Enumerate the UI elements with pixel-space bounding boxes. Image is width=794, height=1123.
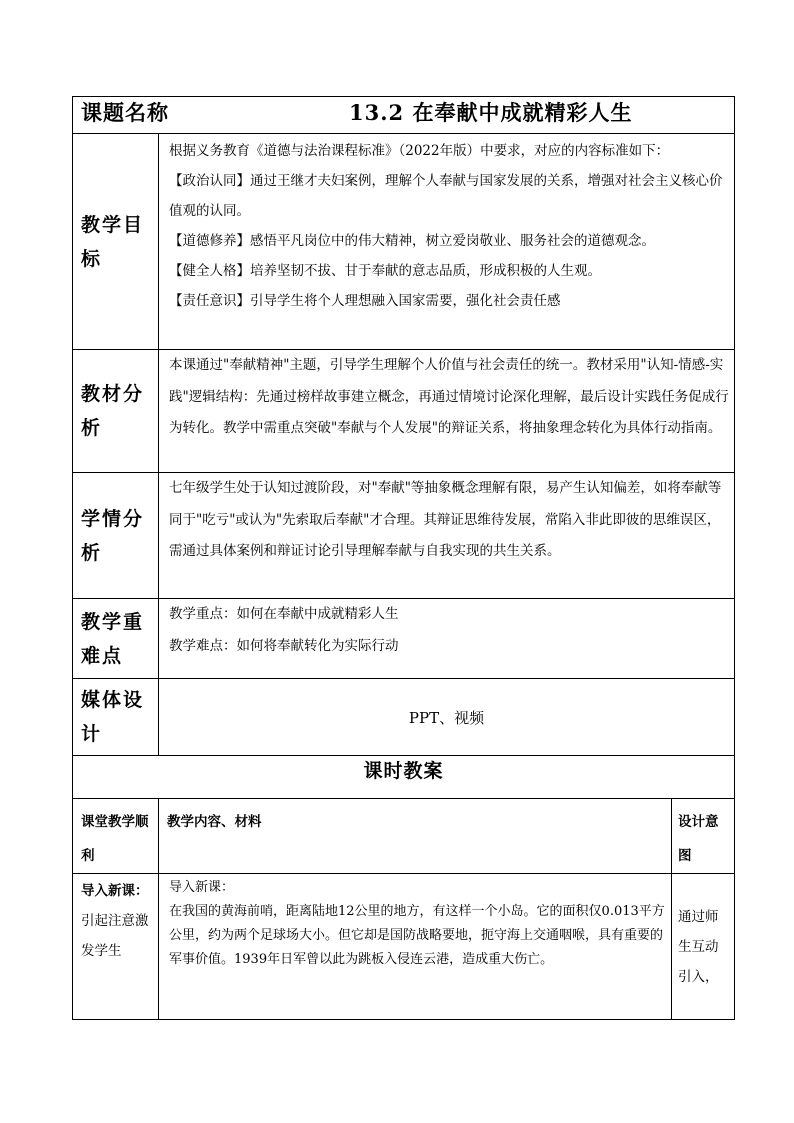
- title-row: [73, 97, 735, 134]
- intro-intent: 通过师生互动引入，: [678, 908, 719, 985]
- objectives-content: [159, 134, 734, 316]
- lesson-plan-table: [72, 96, 735, 1020]
- objectives-line-1: 【政治认同】通过王继才夫妇案例，理解个人奉献与国家发展的关系，增强对社会主义核心价值观的认同。: [169, 173, 723, 219]
- intro-content-title: 导入新课：: [169, 880, 235, 895]
- keypoints-content-cell: [159, 599, 735, 679]
- objectives-label-cell: [73, 134, 159, 350]
- title-cell: [73, 97, 735, 134]
- learners-content-cell: [159, 473, 735, 599]
- learners-label: 学情分析: [81, 507, 145, 564]
- learners-content: 七年级学生处于认知过渡阶段，对"奉献"等抽象概念理解有限，易产生认知偏差，如将奉献等同于"吃亏"或认为"先索取后奉献"才合理。其辩证思维待发展，常陷入非此即彼的思维误区，需通过具体案例和辩证讨论引导理解奉献与自我实现的共生关系。: [169, 480, 722, 559]
- material-label-cell: [73, 350, 159, 473]
- lesson-title: 13.2 在奉献中成就精彩人生: [349, 100, 633, 125]
- keypoints-label-cell: [73, 599, 159, 679]
- material-content-cell: [159, 350, 735, 473]
- title-label: 课题名称: [81, 100, 169, 125]
- keypoints-row: [73, 599, 735, 679]
- section-heading: 课时教案: [73, 756, 735, 799]
- learners-row: [73, 473, 735, 599]
- plan-header-col2-cell: [159, 799, 672, 874]
- plan-header-col1-cell: [73, 799, 159, 874]
- keypoints-label: 教学重难点: [81, 610, 145, 667]
- media-content-cell: [159, 679, 735, 756]
- intro-stage-title: 导入新课：: [81, 883, 149, 899]
- plan-header-col1: 课堂教学顺利: [81, 814, 149, 864]
- intro-intent-cell: [672, 874, 735, 1020]
- learners-label-cell: [73, 473, 159, 599]
- keypoints-focus: 教学重点：如何在奉献中成就精彩人生: [169, 606, 399, 622]
- intro-content-cell: [159, 874, 672, 1020]
- objectives-label: 教学目标: [81, 213, 145, 270]
- material-row: [73, 350, 735, 473]
- media-value: PPT、视频: [408, 708, 485, 727]
- plan-header-col3-cell: [672, 799, 735, 874]
- intro-stage: [73, 874, 158, 966]
- media-label: 媒体设计: [81, 689, 145, 745]
- objectives-line-2: 【道德修养】感悟平凡岗位中的伟大精神，树立爱岗敬业、服务社会的道德观念。: [169, 233, 655, 249]
- plan-header-col3: 设计意图: [678, 814, 719, 864]
- objectives-line-0: 根据义务教育《道德与法治课程标准》（2022年版）中要求，对应的内容标准如下：: [169, 143, 670, 159]
- objectives-row: [73, 134, 735, 350]
- objectives-content-cell: [159, 134, 735, 350]
- objectives-line-3: 【健全人格】培养坚韧不拔、甘于奉献的意志品质，形成积极的人生观。: [169, 263, 601, 279]
- objectives-line-4: 【责任意识】引导学生将个人理想融入国家需要，强化社会责任感: [169, 293, 561, 309]
- plan-header-col2: 教学内容、材料: [167, 814, 262, 830]
- intro-content: 在我国的黄海前哨，距离陆地12公里的地方，有这样一个小岛。它的面积仅0.013平方公里，约为两个足球场大小。但它却是国防战略要地，扼守海上交通咽喉，具有重要的军事价值。1939年日军曾以此为跳板入侵连云港，造成重大伤亡。: [169, 904, 665, 967]
- media-row: [73, 679, 735, 756]
- material-label: 教材分析: [81, 383, 145, 439]
- media-label-cell: [73, 679, 159, 756]
- intro-stage-desc: 引起注意激发学生: [81, 913, 149, 959]
- intro-content-block: [159, 874, 671, 972]
- material-content: 本课通过"奉献精神"主题，引导学生理解个人价值与社会责任的统一。教材采用"认知-情感-实践"逻辑结构：先通过榜样故事建立概念，再通过情境讨论深化理解，最后设计实践任务促成行为转化。教学中需重点突破"奉献与个人发展"的辩证关系，将抽象理念转化为具体行动指南。: [169, 357, 729, 436]
- intro-row: [73, 874, 735, 1020]
- intro-stage-cell: [73, 874, 159, 1020]
- plan-header-row: [73, 799, 735, 874]
- section-row: [73, 756, 735, 799]
- keypoints-difficulty: 教学难点：如何将奉献转化为实际行动: [169, 637, 399, 654]
